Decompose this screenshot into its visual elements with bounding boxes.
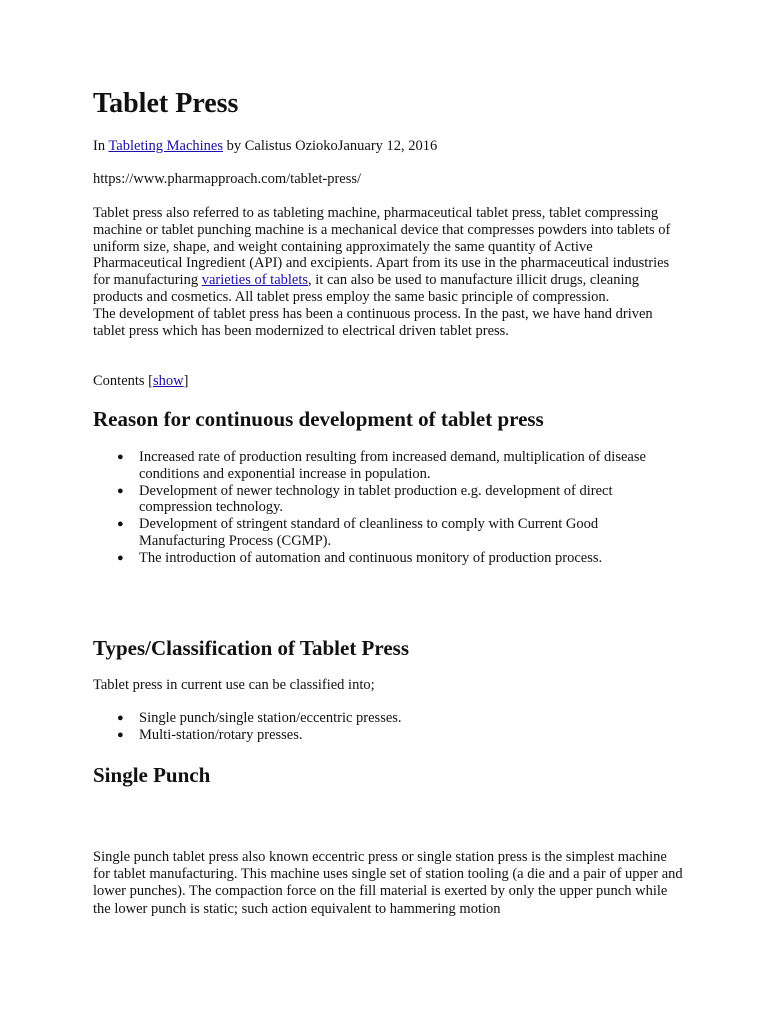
list-item-text: The introduction of automation and continuous monitory of production process. bbox=[139, 549, 603, 566]
bullet-icon: ● bbox=[117, 712, 124, 724]
single-punch-heading: Single Punch bbox=[93, 763, 211, 787]
bullet-icon: ● bbox=[117, 518, 124, 531]
list-item bbox=[93, 550, 653, 567]
intro-block bbox=[93, 205, 671, 339]
intro-text-2: , it can also be used to manufacture illicit drugs, cleaning products and cosmetics. All tablet press employ the same basic principle of compression. bbox=[93, 272, 639, 305]
types-heading: Types/Classification of Tablet Press bbox=[93, 636, 409, 660]
single-punch-paragraph: Single punch tablet press also known eccentric press or single station press is the simplest machine for tablet manufacturing. This machine uses single set of station tooling (a die and a pair of upper and lower punches). The compaction force on the fill material is exerted by only the upper punch while the lower punch is static; such action equivalent to hammering motion bbox=[93, 849, 683, 917]
list-item-text: Single punch/single station/eccentric presses. bbox=[139, 710, 402, 726]
list-item bbox=[93, 727, 653, 744]
list-item-text: Multi-station/rotary presses. bbox=[139, 726, 303, 743]
list-item bbox=[93, 483, 653, 517]
page-title: Tablet Press bbox=[93, 88, 239, 119]
list-item bbox=[93, 516, 653, 550]
reason-list bbox=[93, 449, 653, 567]
bullet-icon: ● bbox=[117, 451, 124, 463]
reason-heading: Reason for continuous development of tablet press bbox=[93, 407, 544, 431]
list-item-text: Development of stringent standard of cleanliness to comply with Current Good Manufacturing Process (CGMP). bbox=[139, 516, 599, 549]
source-url: https://www.pharmapproach.com/tablet-press/ bbox=[93, 171, 362, 187]
list-item bbox=[93, 449, 653, 483]
contents-show-link[interactable]: show bbox=[153, 373, 184, 389]
category-link[interactable]: Tableting Machines bbox=[108, 138, 224, 154]
bullet-icon: ● bbox=[117, 484, 124, 497]
bullet-icon: ● bbox=[117, 551, 124, 564]
byline-author-date: by Calistus OziokoJanuary 12, 2016 bbox=[223, 138, 438, 154]
intro-paragraph bbox=[93, 205, 671, 306]
list-item-text: Development of newer technology in tablet production e.g. development of direct compression technology. bbox=[139, 482, 613, 516]
contents-label: Contents [ bbox=[93, 373, 154, 389]
byline bbox=[93, 138, 437, 155]
types-list bbox=[93, 710, 653, 744]
contents-close-bracket: ] bbox=[183, 373, 189, 389]
bullet-icon: ● bbox=[117, 728, 124, 741]
intro-text-1: Tablet press also referred to as tableting machine, pharmaceutical tablet press, tablet compressing machine or tablet punching machine is a mechanical device that compresses powders into tablets of uniform size, shape, and weight containing approximately the same quantity of Active Pharmaceutical Ingredient (API) and excipients. Apart from its use in the pharmaceutical industries for manufacturing bbox=[93, 205, 671, 289]
types-intro: Tablet press in current use can be classified into; bbox=[93, 677, 375, 693]
list-item bbox=[93, 710, 653, 727]
byline-prefix: In bbox=[93, 138, 109, 154]
contents-toggle-line bbox=[93, 373, 188, 390]
list-item-text: Increased rate of production resulting from increased demand, multiplication of disease conditions and exponential increase in population. bbox=[139, 449, 646, 482]
varieties-of-tablets-link[interactable]: varieties of tablets bbox=[201, 272, 309, 289]
development-paragraph: The development of tablet press has been a continuous process. In the past, we have hand driven tablet press which has been modernized to electrical driven tablet press. bbox=[93, 305, 653, 339]
